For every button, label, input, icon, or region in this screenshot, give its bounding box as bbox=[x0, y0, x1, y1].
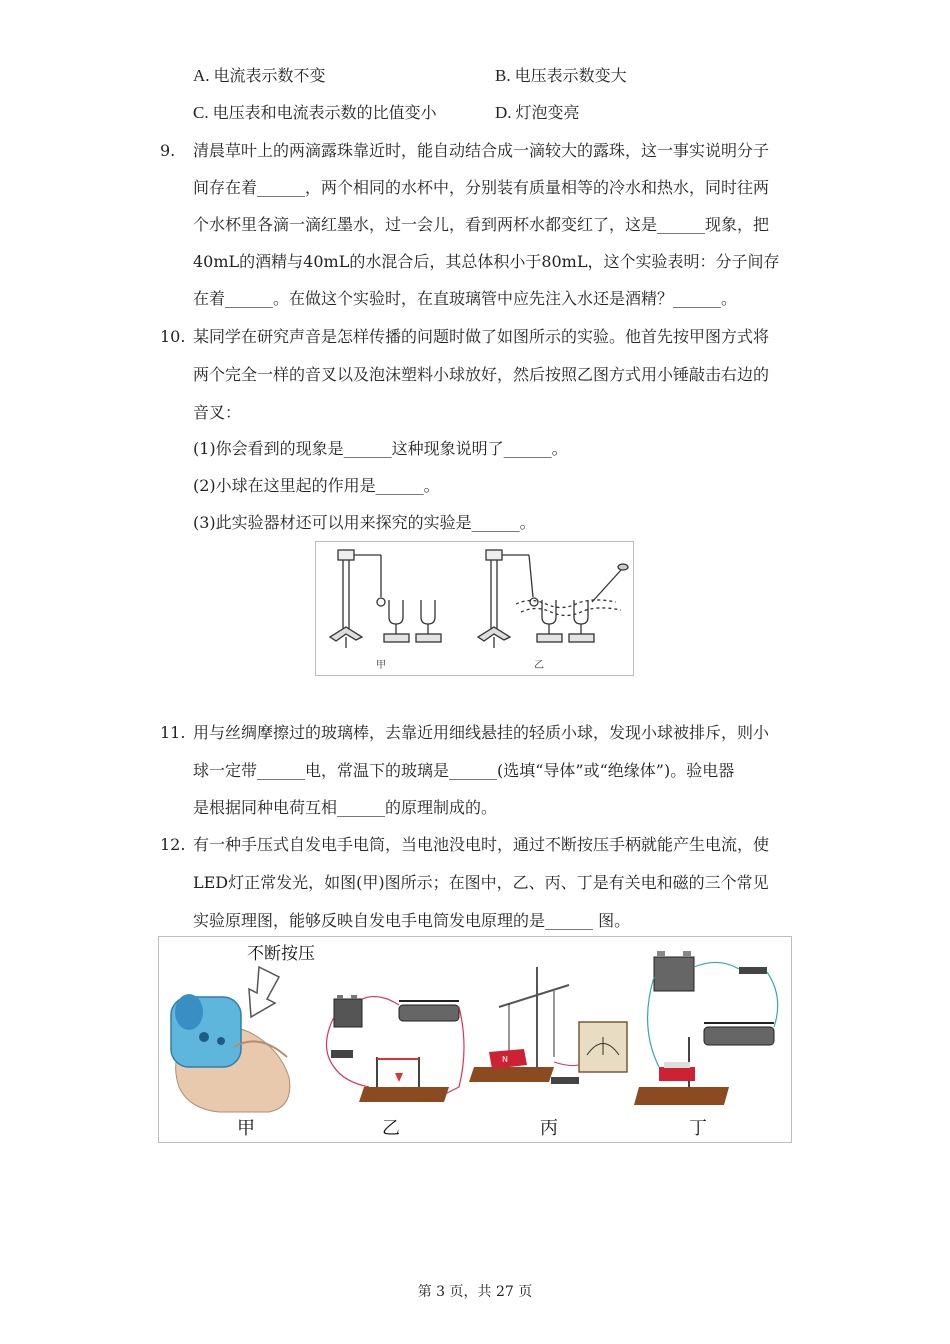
generator-figure bbox=[158, 936, 792, 1143]
page-footer: 第 3 页，共 27 页 bbox=[417, 1284, 533, 1300]
q10-line-2: 两个完全一样的音叉以及泡沫塑料小球放好，然后按照乙图方式用小锤敲击右边的 bbox=[193, 365, 770, 384]
option-letter: D. bbox=[495, 103, 512, 122]
fig-label-ding: 丁 bbox=[689, 1118, 707, 1139]
option-text: 电压表示数变大 bbox=[514, 66, 627, 85]
tuning-fork-diagram bbox=[316, 542, 633, 675]
q11-line-3: 是根据同种电荷互相______的原理制成的。 bbox=[193, 798, 498, 817]
fig-label-jia: 甲 bbox=[376, 660, 386, 671]
option-text: 电压表和电流表示数的比值变小 bbox=[212, 103, 437, 122]
question-number: 10. bbox=[160, 327, 186, 346]
q10-line-1: 某同学在研究声音是怎样传播的问题时做了如图所示的实验。他首先按甲图方式将 bbox=[193, 327, 770, 346]
generator-diagram bbox=[159, 937, 791, 1142]
q11-line-2: 球一定带______电，常温下的玻璃是______(选填“导体”或“绝缘体”)。验电器 bbox=[193, 761, 735, 780]
q10-sub-2: (2)小球在这里起的作用是______。 bbox=[193, 476, 440, 495]
q10-sub-3: (3)此实验器材还可以用来探究的实验是______。 bbox=[193, 513, 536, 532]
q9-line-1: 清晨草叶上的两滴露珠靠近时，能自动结合成一滴较大的露珠，这一事实说明分子 bbox=[193, 141, 770, 160]
question-number: 9. bbox=[160, 141, 176, 160]
fig-label-jia: 甲 bbox=[237, 1118, 255, 1139]
q10-sub-1: (1)你会看到的现象是______这种现象说明了______。 bbox=[193, 439, 568, 458]
fig-label-yi: 乙 bbox=[382, 1118, 400, 1139]
panel-bing-generator bbox=[469, 967, 627, 1139]
fig-label-yi: 乙 bbox=[534, 660, 544, 671]
option-d bbox=[495, 103, 580, 123]
panel-yi-circuit bbox=[327, 995, 465, 1139]
magnet-n-label: N bbox=[502, 1055, 508, 1064]
press-label: 不断按压 bbox=[247, 944, 315, 964]
option-letter: C. bbox=[193, 103, 209, 122]
q12-line-1: 有一种手压式自发电手电筒，当电池没电时，通过不断按压手柄就能产生电流，使 bbox=[193, 835, 770, 854]
q9-line-5: 在着______。在做这个实验时，在直玻璃管中应先注入水还是酒精？______。 bbox=[193, 289, 738, 308]
q12-line-2: LED灯正常发光，如图(甲)图所示；在图中，乙、丙、丁是有关电和磁的三个常见 bbox=[193, 873, 769, 892]
q11-line-1: 用与丝绸摩擦过的玻璃棒，去靠近用细线悬挂的轻质小球，发现小球被排斥，则小 bbox=[193, 723, 770, 742]
q9-line-4: 40mL的酒精与40mL的水混合后，其总体积小于80mL，这个实验表明：分子间存 bbox=[193, 252, 780, 271]
question-number: 11. bbox=[160, 723, 186, 742]
option-letter: B. bbox=[495, 66, 511, 85]
option-text: 灯泡变亮 bbox=[515, 103, 580, 122]
question-number: 12. bbox=[160, 835, 186, 854]
option-letter: A. bbox=[193, 66, 210, 85]
q9-line-2: 间存在着______，两个相同的水杯中，分别装有质量相等的冷水和热水，同时往两 bbox=[193, 178, 770, 197]
option-text: 电流表示数不变 bbox=[213, 66, 326, 85]
option-c bbox=[193, 103, 437, 123]
hand-flashlight-illustration bbox=[171, 944, 315, 1112]
option-a bbox=[193, 66, 326, 86]
q12-line-3: 实验原理图，能够反映自发电手电筒发电原理的是______ 图。 bbox=[193, 911, 631, 930]
panel-ding-circuit bbox=[634, 951, 778, 1139]
q9-line-3: 个水杯里各滴一滴红墨水，过一会儿，看到两杯水都变红了，这是______现象，把 bbox=[193, 215, 770, 234]
q10-line-3: 音叉： bbox=[193, 403, 242, 422]
tuning-fork-figure bbox=[315, 541, 634, 676]
option-b bbox=[495, 66, 627, 86]
fig-label-bing: 丙 bbox=[540, 1118, 558, 1139]
